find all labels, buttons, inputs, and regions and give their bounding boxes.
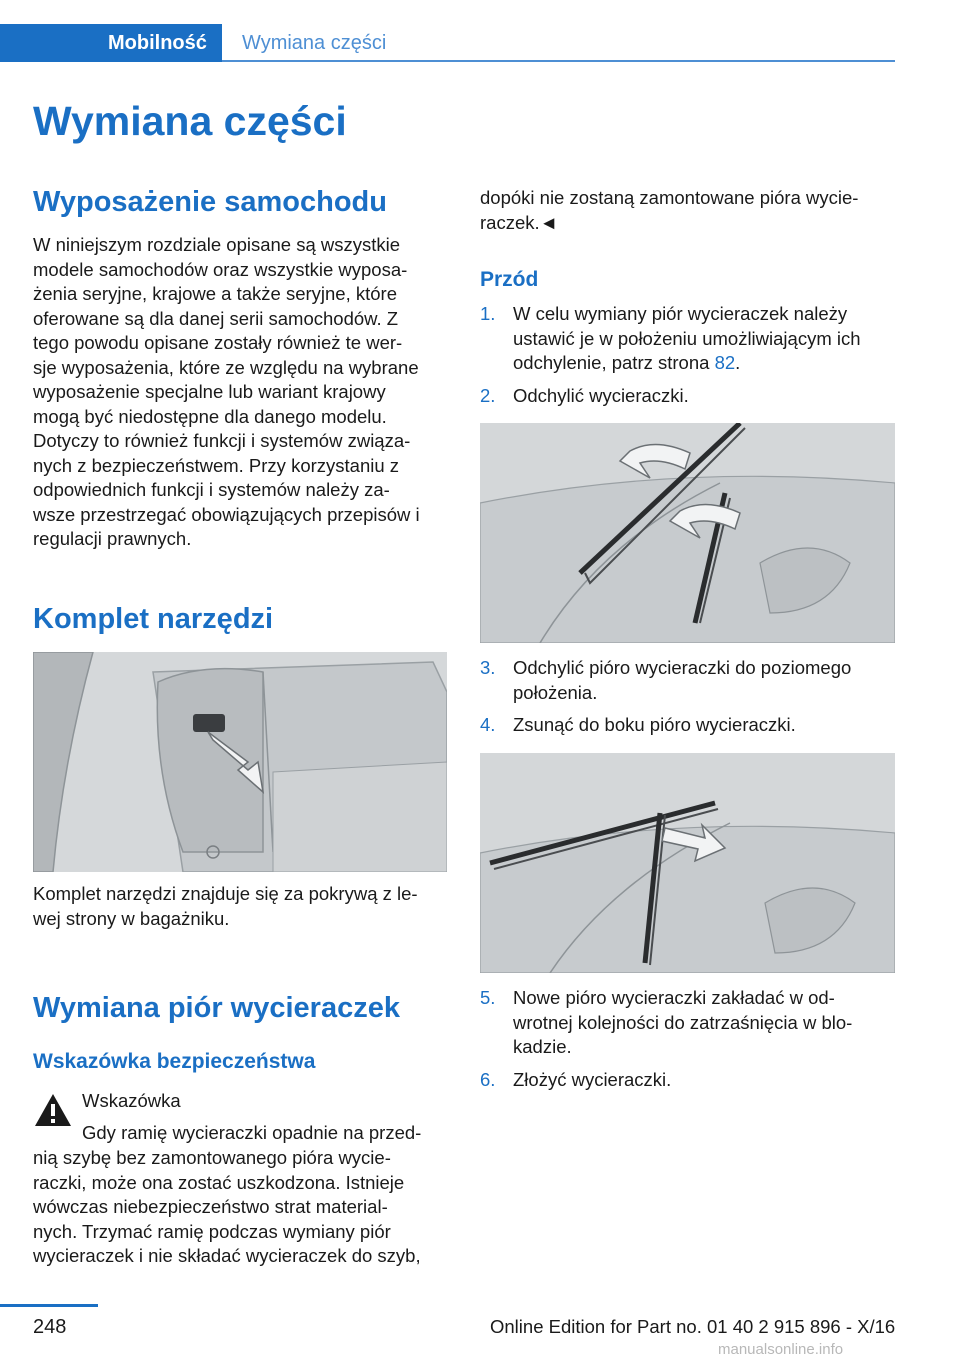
steps-list-a [480,302,861,408]
list-item: 6. Złożyć wycieraczki. [480,1068,672,1090]
heading-wiper-replacement: Wymiana piór wycieraczek [33,992,400,1024]
page-number: 248 [33,1316,67,1338]
tool-kit-paragraph: Komplet narzędzi znajduje się za pokrywą z le‐ wej strony w bagażniku. [33,883,418,929]
list-item: 4. Zsunąć do boku pióro wycieraczki. [480,714,796,735]
list-item: 3. Odchylić pióro wycieraczki do poziomego położenia. [480,657,852,703]
list-item: 2. Odchylić wycieraczki. [480,384,689,406]
header-tabbar [0,24,895,62]
wiper-blade-slide-illustration [480,753,895,973]
edition-note: Online Edition for Part no. 01 40 2 915 896 - X/16 [490,1316,896,1337]
heading-tool-kit: Komplet narzędzi [33,603,274,635]
tab-parts-replacement[interactable]: Wymiana części [242,32,387,54]
steps-list-b [480,656,851,738]
page-82-link[interactable]: 82 [714,352,736,373]
steps-list-c [480,986,852,1092]
warning-triangle-icon [33,1092,73,1128]
warning-first-line: Gdy ramię wycieraczki opadnie na przed‐ [82,1122,422,1143]
warning-paragraph: nią szybę bez zamontowanego pióra wycie‐ raczki, może ona zostać uszkodzona. Istnieje wówczas niebezpieczeństwo strat material‐ nych. Trzymać ramię podczas wymiany piór wycieraczek i nie składać wycieraczek do szyb, [33,1147,421,1266]
warning-continued-paragraph: dopóki nie zostaną zamontowane pióra wycie‐ raczek.◄ [480,187,859,233]
warning-label: Wskazówka [82,1090,181,1111]
heading-equipment: Wyposażenie samochodu [33,186,387,218]
trunk-tool-kit-illustration [33,652,447,872]
tab-mobility[interactable]: Mobilność [0,24,222,62]
equipment-paragraph: W niniejszym rozdziale opisane są wszystkie modele samochodów oraz wszystkie wyposa‐ żenia seryjne, krajowe a także seryjne, które oferowane są dla danej serii samochodów. Z tego powodu opisane zostały również te wer‐ sje wyposażenia, które ze względu na wybrane wyposażenie specjalne lub wariant krajowy mogą być niedostępne dla danego modelu. Dotyczy to również funkcji i systemów związa‐ nych z bezpieczeństwem. Przy korzystaniu z odpowiednich funkcji i systemów należy za‐ wsze przestrzegać obowiązujących przepisów i regulacji prawnych. [33,234,420,549]
list-item: 5. Nowe pióro wycieraczki zakładać w od‐ wrotnej kolejności do zatrzaśnięcia w blo‐ kadzie. [480,987,853,1057]
tab-underline [222,60,895,62]
wiper-fold-out-illustration [480,423,895,643]
list-item: 1. W celu wymiany piór wycieraczek należy ustawić je w położeniu umożliwiającym ich odchylenie, patrz strona 82. [480,303,861,373]
heading-front: Przód [480,268,539,291]
watermark: manualsonline.info [718,1341,844,1358]
page-title: Wymiana części [33,98,347,144]
page-number-rule [0,1304,98,1307]
heading-safety-note: Wskazówka bezpieczeństwa [33,1050,316,1073]
